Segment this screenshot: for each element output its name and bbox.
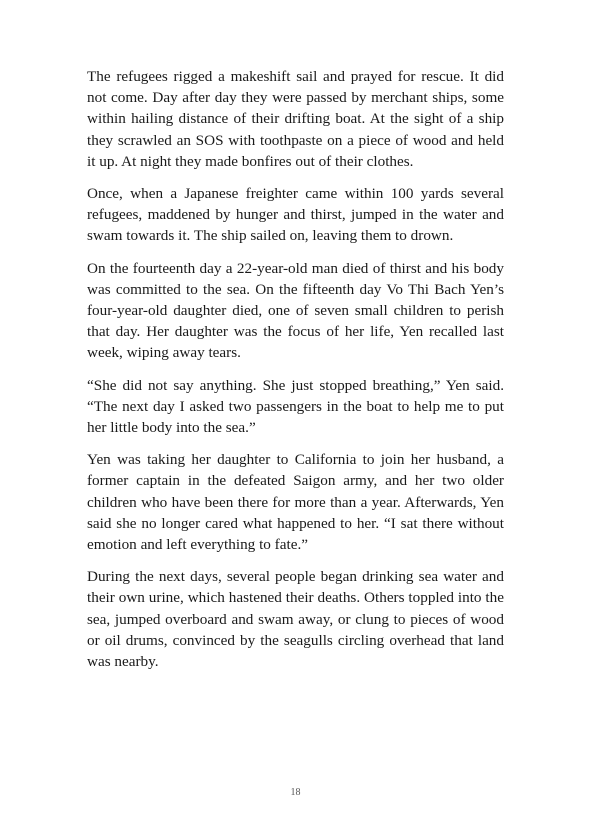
paragraph-6: During the next days, several people began drinking sea water and their own urine, which hastened their deaths. Others toppled into the sea, jumped overboard and swam away, or clung to pieces of wood or oil drums, convinced by the seagulls circling overhead that land was nearby. bbox=[87, 568, 504, 671]
page-number: 18 bbox=[290, 787, 301, 798]
paragraph-2: Once, when a Japanese freighter came within 100 yards several refugees, maddened by hunger and thirst, jumped in the water and swam towards it. The ship sailed on, leaving them to drown. bbox=[87, 185, 504, 245]
paragraph-3: On the fourteenth day a 22-year-old man died of thirst and his body was committed to the sea. On the fifteenth day Vo Thi Bach Yen’s four-year-old daughter died, one of seven small children to perish that day. Her daughter was the focus of her life, Yen recalled last week, wiping away tears. bbox=[87, 259, 504, 362]
paragraph-4: “She did not say anything. She just stopped breathing,” Yen said. “The next day I asked two passengers in the boat to help me to put her little body into the sea.” bbox=[87, 376, 504, 437]
body-text bbox=[87, 66, 504, 683]
paragraph-5: Yen was taking her daughter to California to join her husband, a former captain in the defeated Saigon army, and her two older children who have been there for more than a year. Afterwards, Yen said she no longer cared what happened to her. “I sat there without emotion and left everything to fate.” bbox=[87, 451, 504, 554]
paragraph-1: The refugees rigged a makeshift sail and prayed for rescue. It did not come. Day after day they were passed by merchant ships, some within hailing distance of their drifting boat. At the sight of a ship they scrawled an SOS with toothpaste on a piece of wood and held it up. At night they made bonfires out of their clothes. bbox=[87, 68, 504, 170]
